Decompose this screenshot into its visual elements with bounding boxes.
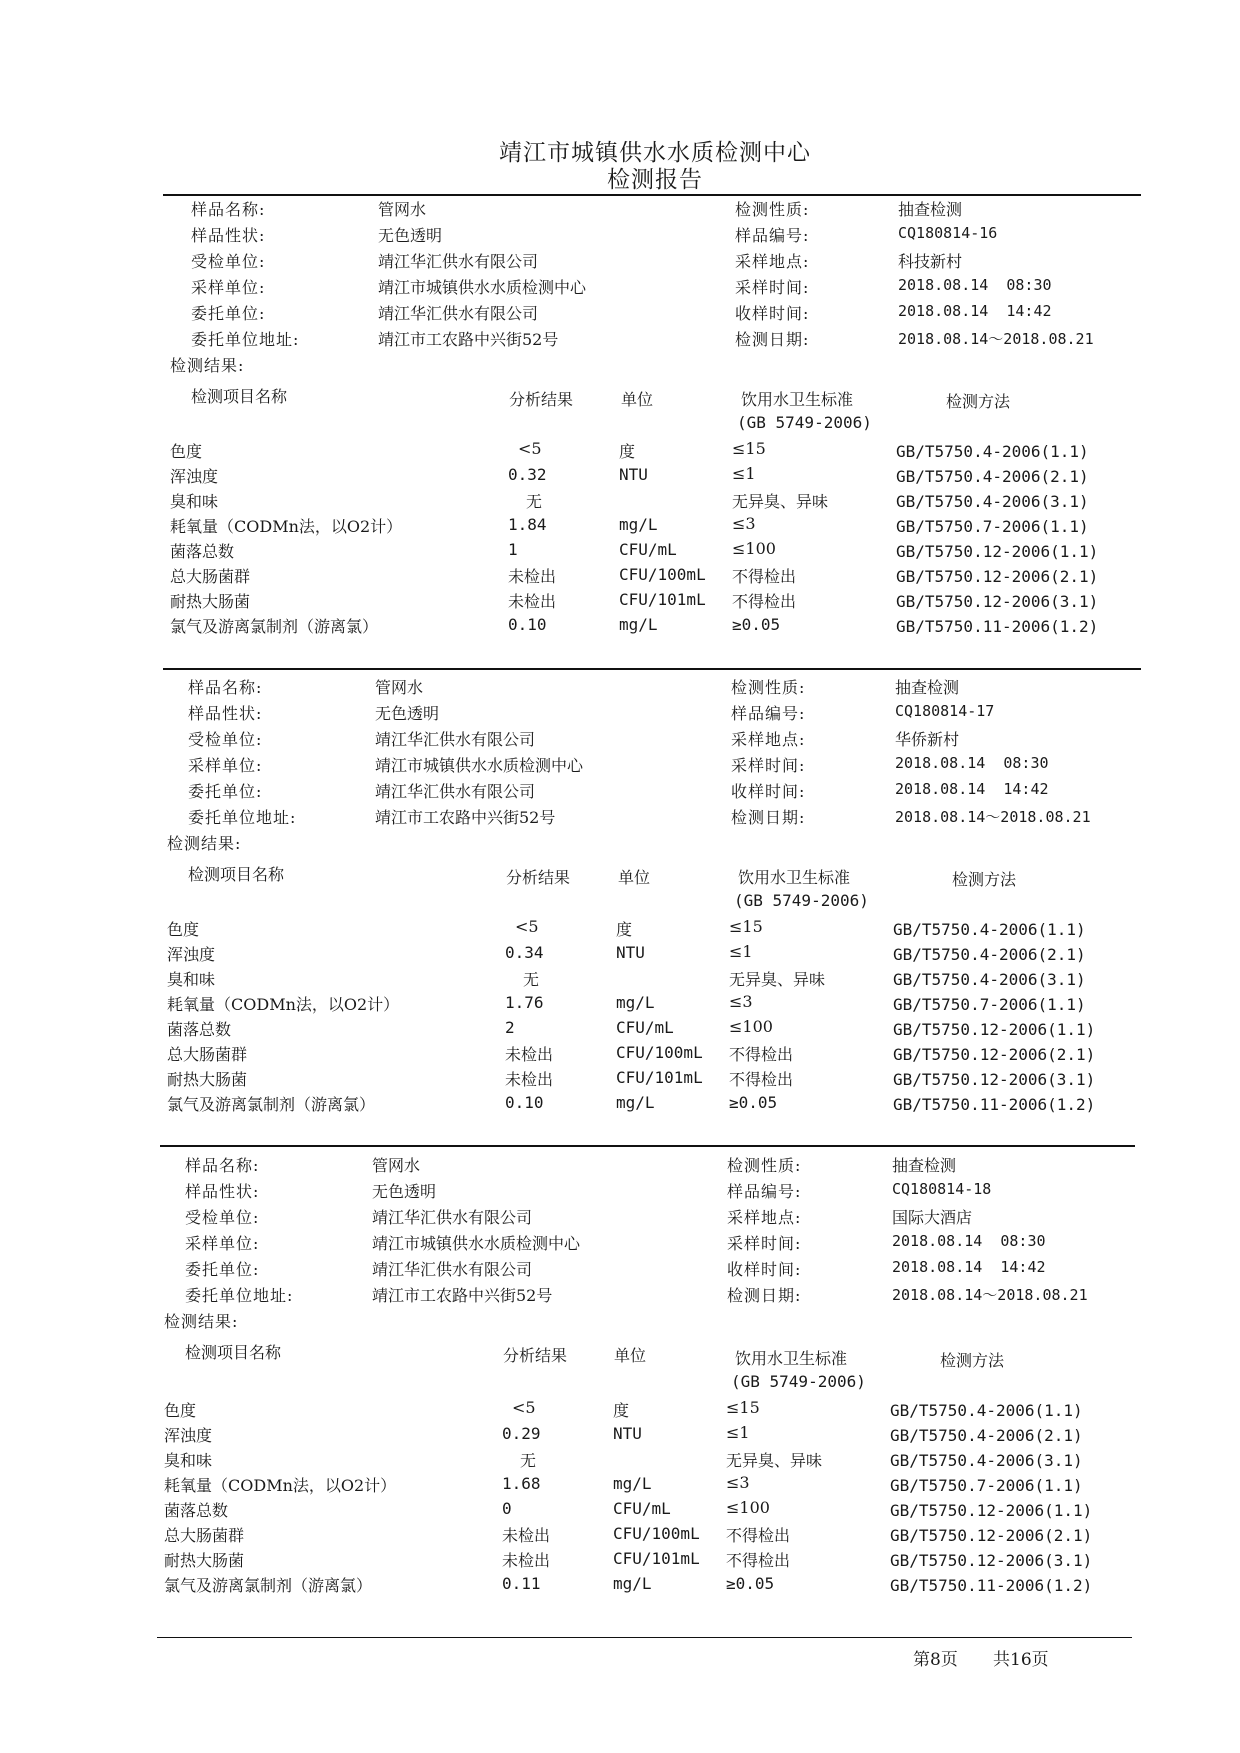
sample-name-label: 样品名称:: [188, 678, 263, 697]
entrusting-unit-label: 委托单位:: [191, 304, 266, 323]
item-method: GB/T5750.4-2006(3.1): [896, 492, 1089, 511]
item-standard: 不得检出: [729, 1045, 794, 1064]
item-standard: ≤1: [726, 1423, 750, 1442]
footer-rule: [157, 1637, 1132, 1638]
section-rule: [163, 668, 1141, 670]
page-total: 共16页: [993, 1650, 1049, 1670]
item-result: 未检出: [505, 1070, 554, 1089]
item-result: 未检出: [505, 1045, 554, 1064]
sampling-unit-value: 靖江市城镇供水水质检测中心: [378, 278, 587, 297]
test-nature-label: 检测性质:: [731, 678, 806, 697]
item-name: 耐热大肠菌: [164, 1551, 245, 1570]
item-standard: ≤100: [726, 1498, 770, 1517]
sample-property-label: 样品性状:: [191, 226, 266, 245]
receiving-time-label: 收样时间:: [735, 304, 810, 323]
item-name: 总大肠菌群: [164, 1526, 245, 1545]
item-unit: mg/L: [616, 993, 655, 1012]
sampling-unit-value: 靖江市城镇供水水质检测中心: [372, 1234, 581, 1253]
sample-no-value: CQ180814-17: [895, 702, 995, 720]
test-nature-value: 抽查检测: [898, 200, 963, 219]
item-name: 氯气及游离氯制剂（游离氯）: [164, 1576, 373, 1595]
item-method: GB/T5750.12-2006(1.1): [890, 1501, 1093, 1520]
col-header-unit: 单位: [614, 1346, 647, 1365]
sample-property-value: 无色透明: [372, 1182, 437, 1201]
item-standard: ≥0.05: [732, 615, 781, 634]
entrusting-unit-value: 靖江华汇供水有限公司: [375, 782, 536, 801]
item-result: 2: [505, 1018, 515, 1037]
results-label: 检测结果:: [167, 834, 242, 853]
item-method: GB/T5750.7-2006(1.1): [896, 517, 1089, 536]
item-name: 浑浊度: [164, 1426, 213, 1445]
item-standard: ≥0.05: [729, 1093, 778, 1112]
item-result: 0.10: [508, 615, 547, 634]
item-method: GB/T5750.4-2006(2.1): [893, 945, 1086, 964]
report-subtitle: 检测报告: [607, 167, 703, 193]
item-method: GB/T5750.4-2006(3.1): [893, 970, 1086, 989]
item-name: 耐热大肠菌: [167, 1070, 248, 1089]
sample-property-label: 样品性状:: [188, 704, 263, 723]
sample-property-value: 无色透明: [375, 704, 440, 723]
item-result: 未检出: [508, 592, 557, 611]
results-label: 检测结果:: [170, 356, 245, 375]
section-rule: [160, 1145, 1135, 1147]
item-standard: 不得检出: [726, 1551, 791, 1570]
item-standard: ≤3: [729, 992, 753, 1011]
item-name: 菌落总数: [167, 1020, 232, 1039]
item-unit: CFU/100mL: [616, 1043, 703, 1062]
sample-name-label: 样品名称:: [191, 200, 266, 219]
item-unit: mg/L: [616, 1093, 655, 1112]
test-nature-value: 抽查检测: [892, 1156, 957, 1175]
col-header-standard: 饮用水卫生标准: [735, 1349, 848, 1368]
test-nature-label: 检测性质:: [727, 1156, 802, 1175]
item-unit: NTU: [616, 943, 645, 962]
page-number: 第8页: [913, 1650, 958, 1670]
item-unit: mg/L: [613, 1574, 652, 1593]
inspected-unit-label: 受检单位:: [185, 1208, 260, 1227]
item-standard: 不得检出: [726, 1526, 791, 1545]
item-unit: 度: [616, 920, 633, 939]
sampling-unit-label: 采样单位:: [185, 1234, 260, 1253]
item-standard: 不得检出: [732, 592, 797, 611]
sampling-time-value: 2018.08.14 08:30: [892, 1232, 1046, 1250]
item-method: GB/T5750.12-2006(2.1): [890, 1526, 1093, 1545]
item-standard: ≤15: [732, 439, 766, 458]
item-name: 臭和味: [167, 970, 216, 989]
entrusting-unit-value: 靖江华汇供水有限公司: [372, 1260, 533, 1279]
item-method: GB/T5750.4-2006(2.1): [890, 1426, 1083, 1445]
col-header-item: 检测项目名称: [191, 387, 288, 406]
inspected-unit-value: 靖江华汇供水有限公司: [378, 252, 539, 271]
item-unit: CFU/101mL: [616, 1068, 703, 1087]
item-standard: ≤100: [732, 539, 776, 558]
item-method: GB/T5750.11-2006(1.2): [896, 617, 1099, 636]
entrusting-address-label: 委托单位地址:: [191, 330, 300, 349]
item-name: 浑浊度: [167, 945, 216, 964]
sampling-site-value: 华侨新村: [895, 730, 960, 749]
item-standard: 无异臭、异味: [729, 970, 826, 989]
item-standard: ≤15: [726, 1398, 760, 1417]
entrusting-address-label: 委托单位地址:: [188, 808, 297, 827]
col-header-standard: 饮用水卫生标准: [738, 868, 851, 887]
item-name: 总大肠菌群: [170, 567, 251, 586]
item-unit: CFU/mL: [619, 540, 677, 559]
col-header-result: 分析结果: [509, 390, 574, 409]
header-rule: [163, 194, 1141, 196]
item-name: 耗氧量（CODMn法，以O2计）: [170, 517, 403, 536]
item-name: 菌落总数: [164, 1501, 229, 1520]
test-date-value: 2018.08.14～2018.08.21: [898, 330, 1094, 348]
sample-name-label: 样品名称:: [185, 1156, 260, 1175]
test-nature-label: 检测性质:: [735, 200, 810, 219]
sampling-unit-label: 采样单位:: [188, 756, 263, 775]
sampling-unit-value: 靖江市城镇供水水质检测中心: [375, 756, 584, 775]
inspected-unit-label: 受检单位:: [191, 252, 266, 271]
item-method: GB/T5750.4-2006(2.1): [896, 467, 1089, 486]
entrusting-unit-value: 靖江华汇供水有限公司: [378, 304, 539, 323]
sample-name-value: 管网水: [372, 1156, 421, 1175]
col-header-result: 分析结果: [506, 868, 571, 887]
item-method: GB/T5750.12-2006(2.1): [896, 567, 1099, 586]
col-header-unit: 单位: [618, 868, 651, 887]
item-result: <5: [515, 917, 539, 936]
sampling-time-value: 2018.08.14 08:30: [895, 754, 1049, 772]
item-name: 臭和味: [170, 492, 219, 511]
item-result: 0.10: [505, 1093, 544, 1112]
item-standard: 不得检出: [729, 1070, 794, 1089]
test-nature-value: 抽查检测: [895, 678, 960, 697]
test-date-label: 检测日期:: [731, 808, 806, 827]
item-method: GB/T5750.7-2006(1.1): [893, 995, 1086, 1014]
report-title: 靖江市城镇供水水质检测中心: [499, 140, 811, 166]
item-method: GB/T5750.12-2006(2.1): [893, 1045, 1096, 1064]
item-result: 0.29: [502, 1424, 541, 1443]
sample-no-value: CQ180814-18: [892, 1180, 992, 1198]
item-name: 耐热大肠菌: [170, 592, 251, 611]
sampling-time-label: 采样时间:: [731, 756, 806, 775]
col-header-standard-ref: (GB 5749-2006): [734, 891, 869, 910]
entrusting-address-value: 靖江市工农路中兴街52号: [372, 1286, 553, 1305]
item-method: GB/T5750.11-2006(1.2): [893, 1095, 1096, 1114]
item-unit: NTU: [619, 465, 648, 484]
test-date-value: 2018.08.14～2018.08.21: [892, 1286, 1088, 1304]
item-result: 无: [520, 1451, 537, 1470]
item-result: 无: [523, 970, 540, 989]
item-name: 氯气及游离氯制剂（游离氯）: [167, 1095, 376, 1114]
entrusting-unit-label: 委托单位:: [185, 1260, 260, 1279]
item-standard: 无异臭、异味: [732, 492, 829, 511]
item-method: GB/T5750.12-2006(1.1): [896, 542, 1099, 561]
item-result: <5: [512, 1398, 536, 1417]
sample-name-value: 管网水: [378, 200, 427, 219]
item-standard: ≤1: [732, 464, 756, 483]
item-method: GB/T5750.7-2006(1.1): [890, 1476, 1083, 1495]
item-standard: ≤3: [732, 514, 756, 533]
item-method: GB/T5750.4-2006(1.1): [893, 920, 1086, 939]
item-result: 1.68: [502, 1474, 541, 1493]
col-header-item: 检测项目名称: [185, 1343, 282, 1362]
item-name: 浑浊度: [170, 467, 219, 486]
item-name: 色度: [164, 1401, 197, 1420]
item-unit: 度: [619, 442, 636, 461]
sample-name-value: 管网水: [375, 678, 424, 697]
test-date-value: 2018.08.14～2018.08.21: [895, 808, 1091, 826]
sampling-site-label: 采样地点:: [731, 730, 806, 749]
item-method: GB/T5750.4-2006(3.1): [890, 1451, 1083, 1470]
col-header-standard: 饮用水卫生标准: [741, 390, 854, 409]
item-result: 1: [508, 540, 518, 559]
results-label: 检测结果:: [164, 1312, 239, 1331]
item-name: 耗氧量（CODMn法，以O2计）: [164, 1476, 397, 1495]
item-method: GB/T5750.4-2006(1.1): [890, 1401, 1083, 1420]
sampling-site-value: 国际大酒店: [892, 1208, 973, 1227]
item-standard: 无异臭、异味: [726, 1451, 823, 1470]
item-result: 0.32: [508, 465, 547, 484]
item-name: 耗氧量（CODMn法，以O2计）: [167, 995, 400, 1014]
item-standard: ≤3: [726, 1473, 750, 1492]
col-header-standard-ref: (GB 5749-2006): [737, 413, 872, 432]
col-header-method: 检测方法: [952, 870, 1017, 889]
item-name: 氯气及游离氯制剂（游离氯）: [170, 617, 379, 636]
item-standard: ≤1: [729, 942, 753, 961]
col-header-result: 分析结果: [503, 1346, 568, 1365]
receiving-time-value: 2018.08.14 14:42: [895, 780, 1049, 798]
item-unit: mg/L: [619, 615, 658, 634]
item-method: GB/T5750.12-2006(1.1): [893, 1020, 1096, 1039]
sampling-time-label: 采样时间:: [735, 278, 810, 297]
col-header-standard-ref: (GB 5749-2006): [731, 1372, 866, 1391]
item-method: GB/T5750.12-2006(3.1): [896, 592, 1099, 611]
item-unit: mg/L: [613, 1474, 652, 1493]
item-result: 1.76: [505, 993, 544, 1012]
sampling-time-label: 采样时间:: [727, 1234, 802, 1253]
item-result: 未检出: [502, 1526, 551, 1545]
item-standard: 不得检出: [732, 567, 797, 586]
item-standard: ≤100: [729, 1017, 773, 1036]
sample-property-value: 无色透明: [378, 226, 443, 245]
item-result: <5: [518, 439, 542, 458]
sample-no-label: 样品编号:: [727, 1182, 802, 1201]
sample-block: [0, 675, 1240, 1114]
col-header-item: 检测项目名称: [188, 865, 285, 884]
item-name: 色度: [170, 442, 203, 461]
sample-property-label: 样品性状:: [185, 1182, 260, 1201]
receiving-time-label: 收样时间:: [731, 782, 806, 801]
item-method: GB/T5750.12-2006(3.1): [890, 1551, 1093, 1570]
inspected-unit-label: 受检单位:: [188, 730, 263, 749]
item-unit: 度: [613, 1401, 630, 1420]
entrusting-address-value: 靖江市工农路中兴街52号: [375, 808, 556, 827]
item-unit: CFU/101mL: [613, 1549, 700, 1568]
sampling-site-label: 采样地点:: [727, 1208, 802, 1227]
item-standard: ≥0.05: [726, 1574, 775, 1593]
item-name: 总大肠菌群: [167, 1045, 248, 1064]
item-result: 0: [502, 1499, 512, 1518]
item-unit: CFU/mL: [613, 1499, 671, 1518]
sampling-time-value: 2018.08.14 08:30: [898, 276, 1052, 294]
item-result: 未检出: [502, 1551, 551, 1570]
item-unit: mg/L: [619, 515, 658, 534]
sampling-unit-label: 采样单位:: [191, 278, 266, 297]
sample-no-label: 样品编号:: [731, 704, 806, 723]
col-header-method: 检测方法: [946, 392, 1011, 411]
sampling-site-value: 科技新村: [898, 252, 963, 271]
col-header-method: 检测方法: [940, 1351, 1005, 1370]
inspected-unit-value: 靖江华汇供水有限公司: [375, 730, 536, 749]
item-method: GB/T5750.4-2006(1.1): [896, 442, 1089, 461]
item-method: GB/T5750.12-2006(3.1): [893, 1070, 1096, 1089]
item-unit: CFU/mL: [616, 1018, 674, 1037]
item-unit: CFU/101mL: [619, 590, 706, 609]
receiving-time-label: 收样时间:: [727, 1260, 802, 1279]
item-result: 0.11: [502, 1574, 541, 1593]
test-date-label: 检测日期:: [735, 330, 810, 349]
item-result: 1.84: [508, 515, 547, 534]
item-standard: ≤15: [729, 917, 763, 936]
receiving-time-value: 2018.08.14 14:42: [892, 1258, 1046, 1276]
sampling-site-label: 采样地点:: [735, 252, 810, 271]
col-header-unit: 单位: [621, 390, 654, 409]
test-date-label: 检测日期:: [727, 1286, 802, 1305]
sample-block: [0, 197, 1240, 636]
item-result: 未检出: [508, 567, 557, 586]
item-unit: NTU: [613, 1424, 642, 1443]
item-unit: CFU/100mL: [619, 565, 706, 584]
item-name: 菌落总数: [170, 542, 235, 561]
item-method: GB/T5750.11-2006(1.2): [890, 1576, 1093, 1595]
item-result: 无: [526, 492, 543, 511]
item-name: 色度: [167, 920, 200, 939]
sample-block: [0, 1153, 1240, 1595]
entrusting-unit-label: 委托单位:: [188, 782, 263, 801]
item-name: 臭和味: [164, 1451, 213, 1470]
inspected-unit-value: 靖江华汇供水有限公司: [372, 1208, 533, 1227]
item-result: 0.34: [505, 943, 544, 962]
entrusting-address-label: 委托单位地址:: [185, 1286, 294, 1305]
sample-no-value: CQ180814-16: [898, 224, 998, 242]
item-unit: CFU/100mL: [613, 1524, 700, 1543]
receiving-time-value: 2018.08.14 14:42: [898, 302, 1052, 320]
sample-no-label: 样品编号:: [735, 226, 810, 245]
entrusting-address-value: 靖江市工农路中兴街52号: [378, 330, 559, 349]
